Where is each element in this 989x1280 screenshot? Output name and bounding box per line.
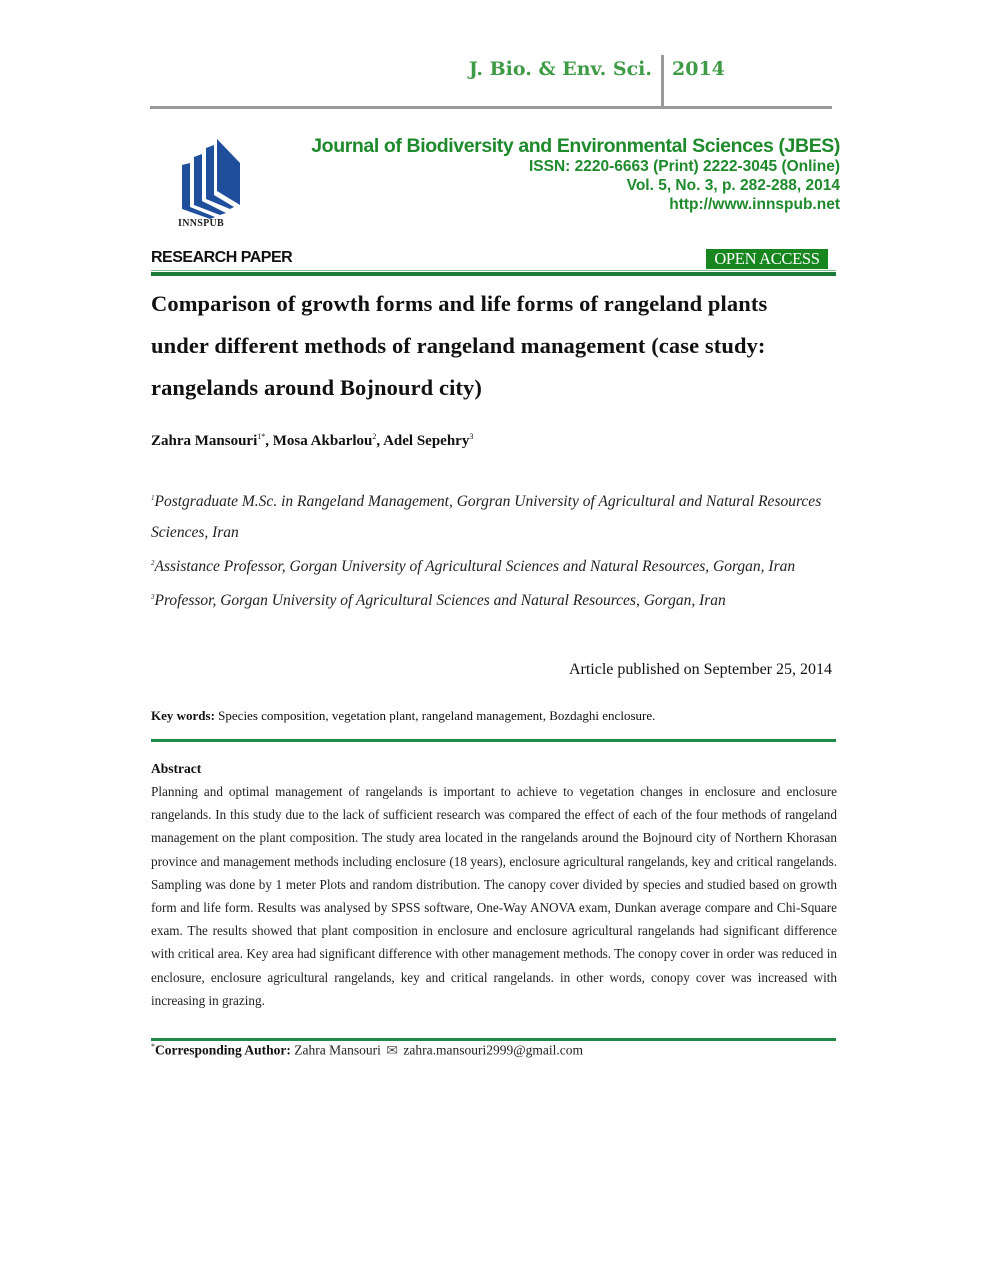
affiliation-text: Postgraduate M.Sc. in Rangeland Management, Gorgran University of Agricultural and Natural Resources Sciences, Iran (151, 493, 822, 542)
paper-type-label: RESEARCH PAPER (151, 249, 293, 266)
author-list (151, 432, 473, 450)
affiliation-mark: 2 (151, 559, 155, 568)
author-affiliation-mark: 3 (469, 432, 474, 441)
journal-volume: Vol. 5, No. 3, p. 282-288, 2014 (626, 177, 840, 194)
corresponding-author (151, 1042, 583, 1060)
journal-url[interactable]: http://www.innspub.net (669, 196, 840, 213)
author-separator: , (265, 433, 273, 449)
author-separator: , (376, 433, 384, 449)
section-rule-thin (151, 270, 836, 271)
keywords-text: Species composition, vegetation plant, rangeland management, Bozdaghi enclosure. (214, 708, 656, 723)
logo-text: INNSPUB (178, 218, 224, 229)
author-name: Adel Sepehry (383, 433, 470, 449)
journal-name: Journal of Biodiversity and Environmental Sciences (JBES) (311, 135, 840, 157)
affiliation-text: Assistance Professor, Gorgan University of Agricultural Sciences and Natural Resources, Gorgan, Iran (154, 558, 796, 576)
paper-title (151, 283, 841, 409)
affiliation-mark: 1 (151, 494, 155, 502)
running-header-journal: J. Bio. & Env. Sci. (468, 58, 652, 80)
title-line-1: Comparison of growth forms and life forms of rangeland plants (151, 291, 768, 316)
affiliation-text: Professor, Gorgan University of Agricultural Sciences and Natural Resources, Gorgan, Iran (154, 592, 726, 610)
affiliation-mark: 3 (151, 593, 155, 602)
footer-rule (151, 1038, 836, 1041)
abstract-text: Planning and optimal management of rangelands is important to achieve to vegetation changes in enclosure and enclosure rangelands. In this study due to the lack of sufficient research was compared the effect of each of the four methods of rangeland management on the plant composition. The study area located in the rangelands around the Bojnourd city of Northern Khorasan province and management methods including enclosure (18 years), enclosure agricultural rangelands, key and critical rangelands. Sampling was done by 1 meter Plots and random distribution. The canopy cover divided by species and studied based on growth form and life form. Results was analysed by SPSS software, One-Way ANOVA exam, Dunkan average compare and Chi-Square exam. The results showed that plant composition in enclosure and enclosure agricultural rangelands had significant difference with critical area. Key area had significant difference with other management methods. The conopy cover in order was reduced in enclosure, enclosure agricultural rangelands, key and critical rangelands. in other words, conopy cover was increased with increasing in grazing. (151, 784, 837, 1008)
author-name: Mosa Akbarlou (272, 433, 373, 449)
header-vertical-divider (661, 55, 664, 108)
affiliation-item (151, 582, 841, 616)
author-affiliation-mark: 2 (372, 432, 377, 441)
open-access-badge: OPEN ACCESS (706, 249, 828, 269)
affiliation-item (151, 548, 841, 582)
keywords-rule (151, 739, 836, 742)
section-rule-thick (151, 272, 836, 276)
header-rule (150, 106, 832, 109)
author-name: Zahra Mansouri (151, 433, 258, 449)
abstract-heading: Abstract (151, 761, 202, 776)
innspub-logo-icon (160, 135, 250, 230)
journal-issn: ISSN: 2220-6663 (Print) 2222-3045 (Online) (529, 158, 840, 175)
journal-info (311, 135, 840, 214)
keywords (151, 708, 655, 724)
corresponding-name: Zahra Mansouri (290, 1042, 385, 1058)
corresponding-mark: * (151, 1042, 155, 1051)
title-line-2: under different methods of rangeland management (case study: (151, 333, 766, 358)
affiliation-item (151, 483, 841, 548)
corresponding-label: Corresponding Author: (155, 1042, 291, 1058)
affiliation-list (151, 483, 841, 616)
title-line-3: rangelands around Bojnourd city) (151, 375, 482, 400)
running-header-year: 2014 (672, 58, 725, 80)
author-affiliation-mark: 1* (257, 432, 266, 441)
keywords-label: Key words: (151, 708, 215, 723)
envelope-icon: ✉ (386, 1043, 398, 1059)
corresponding-email[interactable]: zahra.mansouri2999@gmail.com (400, 1042, 584, 1058)
publication-date: Article published on September 25, 2014 (568, 661, 832, 678)
